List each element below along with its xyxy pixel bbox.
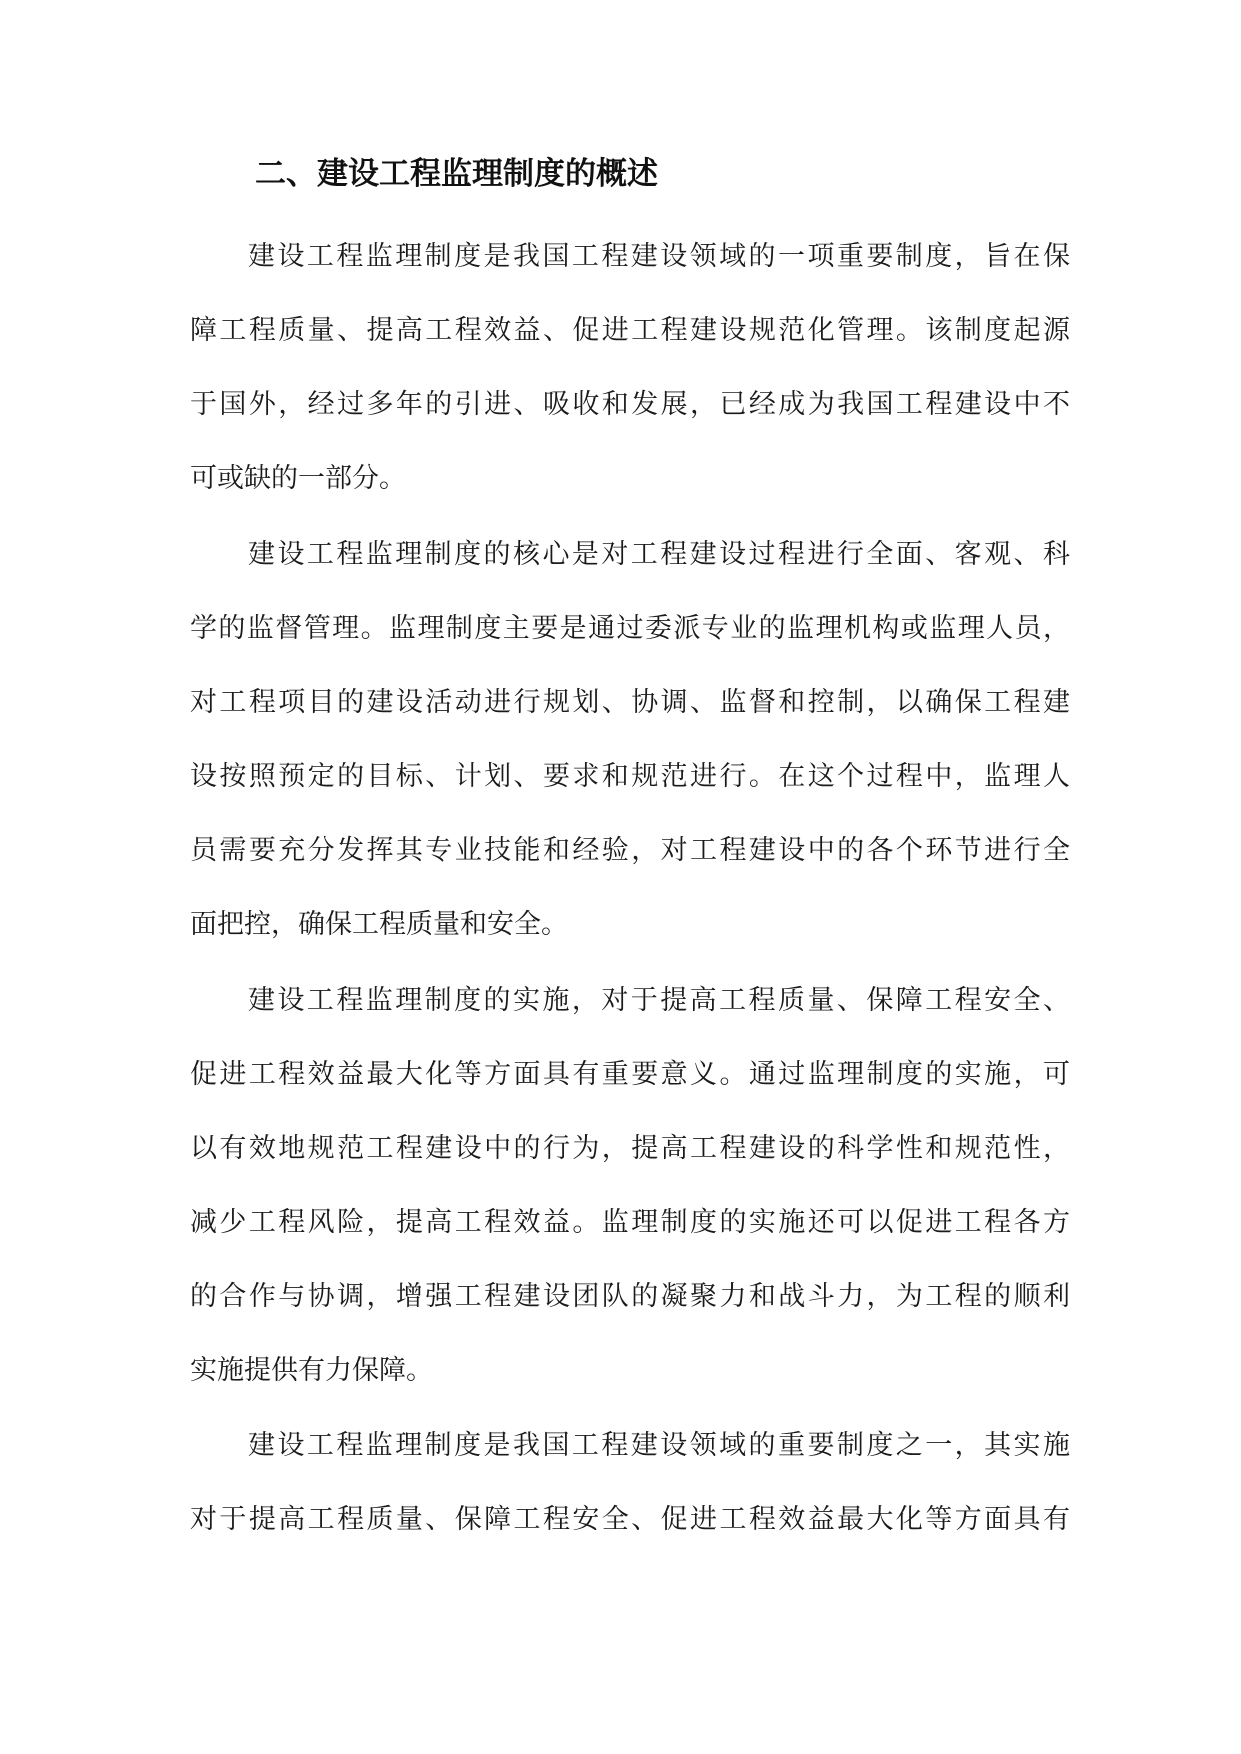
- paragraph-line: 建设工程监理制度是我国工程建设领域的一项重要制度，旨在保: [248, 241, 1070, 272]
- paragraph-line: 障工程质量、提高工程效益、促进工程建设规范化管理。该制度起源: [190, 315, 1070, 346]
- paragraph-line: 面把控，确保工程质量和安全。: [190, 909, 568, 940]
- paragraph-line: 建设工程监理制度的实施，对于提高工程质量、保障工程安全、: [248, 985, 1070, 1016]
- paragraph-line: 促进工程效益最大化等方面具有重要意义。通过监理制度的实施，可: [190, 1059, 1070, 1090]
- paragraph-line: 对于提高工程质量、保障工程安全、促进工程效益最大化等方面具有: [190, 1504, 1070, 1535]
- paragraph-line: 建设工程监理制度是我国工程建设领域的重要制度之一，其实施: [248, 1430, 1070, 1461]
- paragraph-line: 对工程项目的建设活动进行规划、协调、监督和控制，以确保工程建: [190, 687, 1070, 718]
- paragraph-line: 设按照预定的目标、计划、要求和规范进行。在这个过程中，监理人: [190, 761, 1070, 792]
- paragraph-line: 以有效地规范工程建设中的行为，提高工程建设的科学性和规范性，: [190, 1133, 1070, 1164]
- paragraph-line: 员需要充分发挥其专业技能和经验，对工程建设中的各个环节进行全: [190, 835, 1070, 866]
- paragraph-line: 可或缺的一部分。: [190, 463, 406, 494]
- paragraph-line: 建设工程监理制度的核心是对工程建设过程进行全面、客观、科: [248, 539, 1070, 570]
- paragraph-line: 实施提供有力保障。: [190, 1355, 433, 1386]
- paragraph-line: 学的监督管理。监理制度主要是通过委派专业的监理机构或监理人员，: [190, 613, 1070, 644]
- section-heading: 二、建设工程监理制度的概述: [255, 156, 658, 192]
- paragraph-line: 的合作与协调，增强工程建设团队的凝聚力和战斗力，为工程的顺利: [190, 1281, 1070, 1312]
- paragraph-line: 减少工程风险，提高工程效益。监理制度的实施还可以促进工程各方: [190, 1207, 1070, 1238]
- paragraph-line: 于国外，经过多年的引进、吸收和发展，已经成为我国工程建设中不: [190, 389, 1070, 420]
